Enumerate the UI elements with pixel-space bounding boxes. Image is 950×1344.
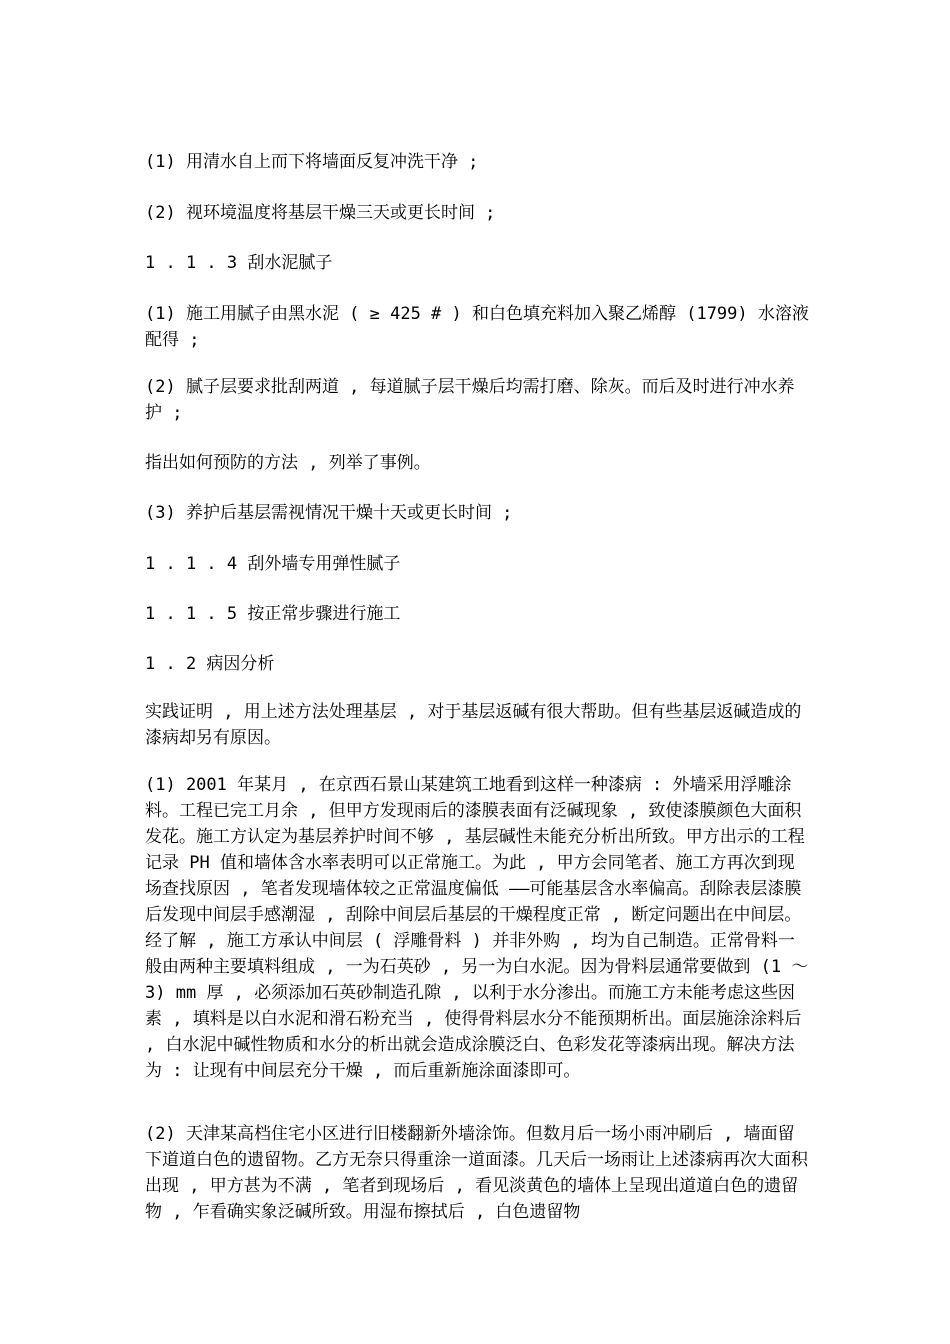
- heading-1-1-4: 1 . 1 . 4 刮外墙专用弹性腻子: [145, 554, 401, 574]
- heading-1-2: 1 . 2 病因分析: [145, 654, 275, 674]
- paragraph-case-2: (2) 天津某高档住宅小区进行旧楼翻新外墙涂饰。但数月后一场小雨冲刷后 , 墙面留下道道白色的遗留物。乙方无奈只得重涂一道面漆。几天后一场雨让上述漆病再次大面积出现 , 甲方甚为不满 , 笔者到现场后 , 看见淡黄色的墙体上呈现出道道白色的遗留物 , 乍看确实象泛碱所致。用湿布擦拭后 , 白色遗留物: [145, 1124, 808, 1222]
- paragraph-prevention-note: 指出如何预防的方法 , 列举了事例。: [145, 453, 431, 473]
- paragraph-case-1: (1) 2001 年某月 , 在京西石景山某建筑工地看到这样一种漆病 : 外墙采用浮雕涂料。工程已完工月余 , 但甲方发现雨后的漆膜表面有泛碱现象 , 致使漆膜颜色大面积发花。施工方认定为基层养护时间不够 , 基层碱性未能充分析出所致。甲方出示的工程记录 PH 值和墙体含水率表明可以正常施工。为此 , 甲方会同笔者、施工方再次到现场查找原因 , 笔者发现墙体较之正常温度偏低 ——可能基层含水率偏高。刮除表层漆膜后发现中间层手感潮湿 , 刮除中间层后基层的干燥程度正常 , 断定问题出在中间层。经了解 , 施工方承认中间层 ( 浮雕骨料 ) 并非外购 , 均为自己制造。正常骨料一般由两种主要填料组成 , 一为石英砂 , 另一为白水泥。因为骨料层通常要做到 (1 ～ 3) mm 厚 , 必须添加石英砂制造孔隙 , 以利于水分渗出。而施工方未能考虑这些因素 , 填料是以白水泥和滑石粉充当 , 使得骨料层水分不能预期析出。面层施涂涂料后 , 白水泥中碱性物质和水分的析出就会造成涂膜泛白、色彩发花等漆病出现。解决方法为 : 让现有中间层充分干燥 , 而后重新施涂面漆即可。: [145, 775, 809, 1081]
- paragraph-putty-layers: (2) 腻子层要求批刮两道 , 每道腻子层干燥后均需打磨、除灰。而后及时进行冲水养护 ;: [145, 377, 795, 423]
- paragraph-practice-proof: 实践证明 , 用上述方法处理基层 , 对于基层返碱有很大帮助。但有些基层返碱造成的漆病却另有原因。: [145, 702, 802, 748]
- heading-1-1-5: 1 . 1 . 5 按正常步骤进行施工: [145, 604, 401, 624]
- paragraph-putty-mix: (1) 施工用腻子由黑水泥 ( ≥ 425 # ) 和白色填充料加入聚乙烯醇 (1799) 水溶液配得 ;: [145, 304, 809, 350]
- paragraph-cure-dry: (3) 养护后基层需视情况干燥十天或更长时间 ;: [145, 503, 513, 523]
- paragraph-rinse-wall: (1) 用清水自上而下将墙面反复冲洗干净 ;: [145, 152, 479, 172]
- paragraph-dry-base: (2) 视环境温度将基层干燥三天或更长时间 ;: [145, 203, 496, 223]
- heading-1-1-3: 1 . 1 . 3 刮水泥腻子: [145, 253, 333, 273]
